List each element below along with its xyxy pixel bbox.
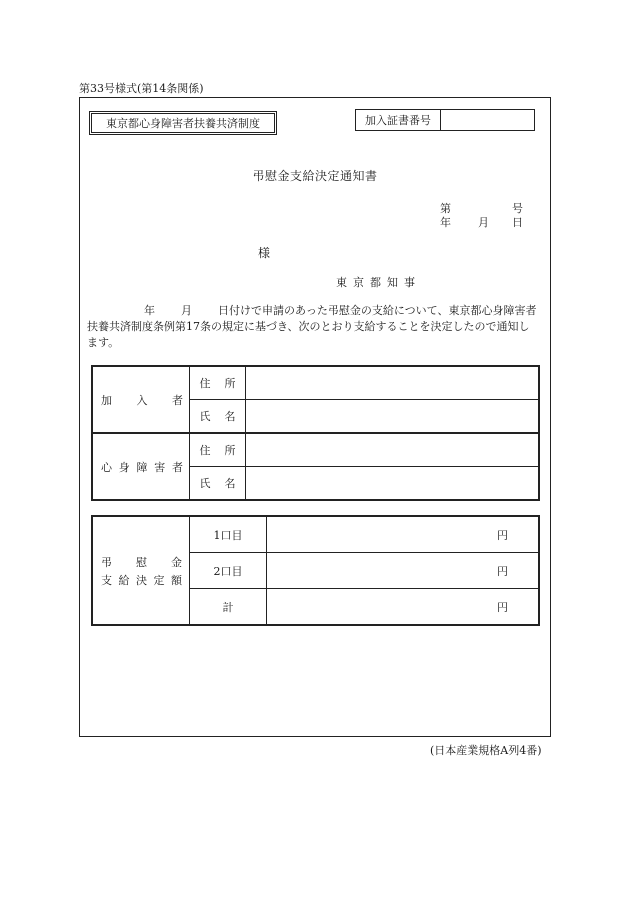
notice-body-line-2: 扶養共済制度条例第17条の規定に基づき、次のとおり支給することを決定したので通知し [87, 320, 530, 333]
subscriber-group-cell [92, 366, 190, 433]
disabled-person-address-label: 住 所 [190, 433, 246, 467]
date-day: 日 [512, 216, 523, 229]
system-name: 東京都心身障害者扶養共済制度 [106, 117, 260, 130]
payment-total-label: 計 [190, 589, 267, 626]
form-number-label: 第33号様式(第14条関係) [79, 82, 204, 95]
disabled-person-address-field[interactable] [246, 433, 540, 467]
payment-row-2-label: 2口目 [190, 553, 267, 589]
notice-body [87, 303, 549, 351]
number-suffix: 号 [512, 202, 523, 215]
number-prefix: 第 [440, 202, 451, 215]
addressee-honorific: 様 [258, 246, 271, 260]
paper-size-note: (日本産業規格A列4番) [430, 744, 542, 757]
document-title: 弔慰金支給決定通知書 [252, 169, 378, 183]
notice-body-line-3: ます。 [87, 336, 120, 349]
disabled-person-group-label: 心 身 障 害 者 [101, 460, 183, 474]
disabled-person-name-field[interactable] [246, 467, 540, 501]
certificate-number-box [355, 109, 535, 131]
certificate-number-label: 加入証書番号 [356, 110, 441, 130]
payment-group-label: 弔 慰 金 支 給 決 定 額 [101, 555, 182, 587]
payment-group-cell [92, 516, 190, 625]
payment-total-unit: 円 [497, 600, 508, 614]
date-month: 月 [478, 216, 489, 229]
system-name-box [89, 111, 277, 135]
date-year: 年 [440, 216, 451, 229]
disabled-person-name-label: 氏 名 [190, 467, 246, 501]
payment-row-2-amount-field[interactable] [267, 553, 540, 589]
persons-table [91, 365, 540, 501]
payment-row-1-unit: 円 [497, 528, 508, 542]
subscriber-address-field[interactable] [246, 366, 540, 400]
issuer-name: 東京都知事 [336, 276, 421, 289]
payment-table [91, 515, 540, 626]
payment-row-1-amount-field[interactable] [267, 516, 540, 553]
subscriber-group-label: 加 入 者 [101, 393, 183, 407]
payment-total-amount-field[interactable] [267, 589, 540, 626]
payment-row-1-label: 1口目 [190, 516, 267, 553]
subscriber-address-label: 住 所 [190, 366, 246, 400]
certificate-number-field[interactable] [441, 110, 534, 130]
subscriber-name-label: 氏 名 [190, 400, 246, 434]
payment-row-2-unit: 円 [497, 564, 508, 578]
disabled-person-group-cell [92, 433, 190, 500]
notice-body-line-1: 年 月 日付けで申請のあった弔慰金の支給について、東京都心身障害者 [144, 304, 537, 317]
subscriber-name-field[interactable] [246, 400, 540, 434]
